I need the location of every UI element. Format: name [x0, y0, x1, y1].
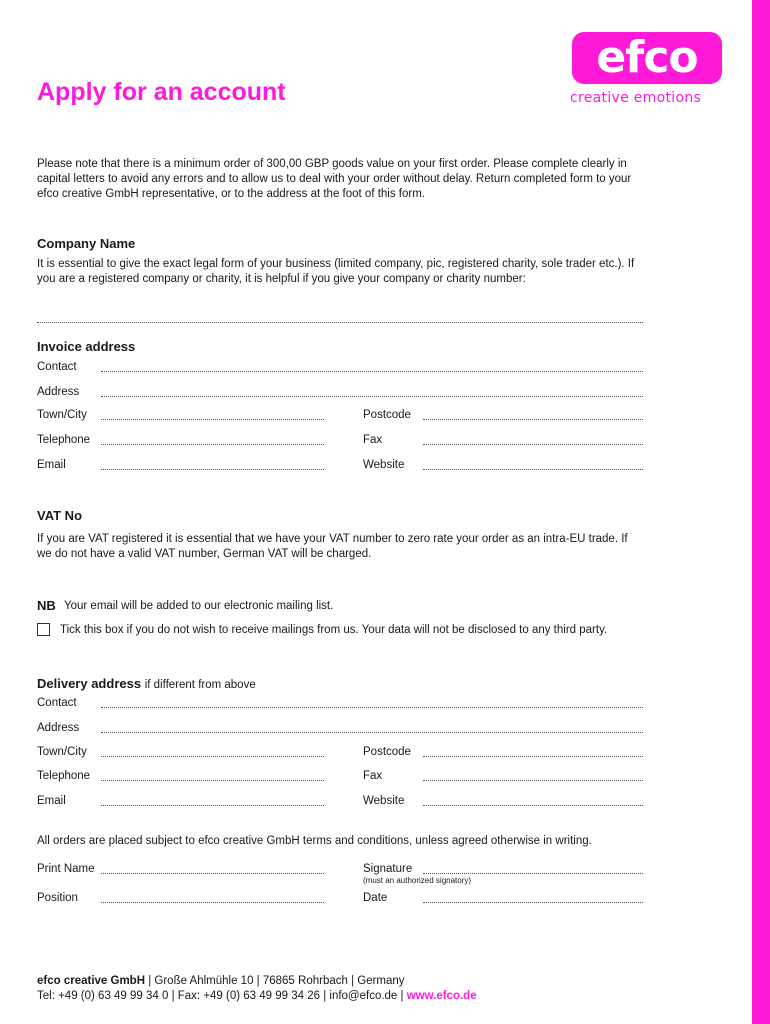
page-title: Apply for an account [37, 78, 286, 106]
invoice-email-label: Email [37, 459, 66, 471]
invoice-website-label: Website [363, 459, 405, 471]
position-line[interactable] [101, 902, 324, 903]
delivery-heading-title: Delivery address [37, 676, 142, 691]
footer [37, 974, 737, 1004]
invoice-postcode-label: Postcode [363, 409, 411, 421]
footer-address: | Große Ahlmühle 10 | 76865 Rohrbach | Germany [145, 975, 405, 987]
logo-badge [572, 32, 722, 84]
delivery-fax-line[interactable] [423, 780, 643, 781]
position-label: Position [37, 892, 78, 904]
invoice-address-label: Address [37, 386, 80, 398]
signature-line[interactable] [423, 873, 643, 874]
delivery-telephone-line[interactable] [101, 780, 324, 781]
company-name-line[interactable] [37, 322, 643, 323]
delivery-fax-label: Fax [363, 770, 383, 782]
nb-label: NB [37, 598, 56, 613]
invoice-town-label: Town/City [37, 409, 87, 421]
mailing-opt-out-checkbox[interactable] [37, 623, 50, 636]
delivery-contact-line[interactable] [101, 707, 643, 708]
invoice-email-line[interactable] [101, 469, 324, 470]
footer-website-link[interactable]: www.efco.de [406, 990, 477, 1002]
invoice-postcode-line[interactable] [423, 419, 643, 420]
intro-paragraph: Please note that there is a minimum order of 300,00 GBP goods value on your first order. Please complete clearly in capital letters to avoid any errors and to allow us to deal with your order without delay. Return completed form to your efco creative GmbH representative, or to the address at the foot of this form. [37, 158, 632, 200]
vat-heading: VAT No [37, 508, 83, 523]
signature-label: Signature [363, 863, 413, 875]
delivery-email-label: Email [37, 795, 66, 807]
invoice-heading: Invoice address [37, 339, 136, 354]
delivery-contact-label: Contact [37, 697, 77, 709]
company-heading: Company Name [37, 236, 136, 251]
invoice-fax-line[interactable] [423, 444, 643, 445]
signature-note: (must an authorized signatory) [363, 876, 472, 885]
delivery-postcode-line[interactable] [423, 756, 643, 757]
company-description: It is essential to give the exact legal form of your business (limited company, pic, registered charity, sole trader etc.). If you are a registered company or charity, it is helpful if you give your company or charity number: [37, 258, 635, 285]
date-label: Date [363, 892, 388, 904]
invoice-town-line[interactable] [101, 419, 324, 420]
delivery-email-line[interactable] [101, 805, 324, 806]
footer-contact: Tel: +49 (0) 63 49 99 34 0 | Fax: +49 (0) 63 49 99 34 26 | info@efco.de | [37, 990, 407, 1002]
delivery-address-label: Address [37, 722, 80, 734]
invoice-website-line[interactable] [423, 469, 643, 470]
efco-logo [568, 28, 728, 118]
logo-wordmark: efco [596, 32, 698, 83]
invoice-telephone-line[interactable] [101, 444, 324, 445]
terms-statement: All orders are placed subject to efco creative GmbH terms and conditions, unless agreed otherwise in writing. [37, 835, 592, 847]
invoice-contact-line[interactable] [101, 371, 643, 372]
invoice-contact-label: Contact [37, 361, 77, 373]
footer-company: efco creative GmbH [37, 975, 146, 987]
delivery-telephone-label: Telephone [37, 770, 91, 782]
logo-tagline: creative emotions [570, 90, 702, 106]
delivery-website-label: Website [363, 795, 405, 807]
delivery-town-label: Town/City [37, 746, 87, 758]
accent-side-bar [752, 0, 770, 1024]
print-name-line[interactable] [101, 873, 324, 874]
print-name-label: Print Name [37, 863, 95, 875]
vat-description: If you are VAT registered it is essential that we have your VAT number to zero rate your order as an intra-EU trade. If we do not have a valid VAT number, German VAT will be charged. [37, 533, 628, 560]
delivery-heading [37, 676, 256, 691]
delivery-heading-subtitle: if different from above [144, 679, 256, 691]
delivery-town-line[interactable] [101, 756, 324, 757]
date-line[interactable] [423, 902, 643, 903]
invoice-address-line[interactable] [101, 396, 643, 397]
delivery-postcode-label: Postcode [363, 746, 411, 758]
delivery-address-line[interactable] [101, 732, 643, 733]
mailing-opt-out-text: Tick this box if you do not wish to receive mailings from us. Your data will not be disclosed to any third party. [60, 624, 608, 636]
nb-text: Your email will be added to our electronic mailing list. [64, 600, 334, 612]
invoice-fax-label: Fax [363, 434, 383, 446]
invoice-telephone-label: Telephone [37, 434, 91, 446]
delivery-website-line[interactable] [423, 805, 643, 806]
